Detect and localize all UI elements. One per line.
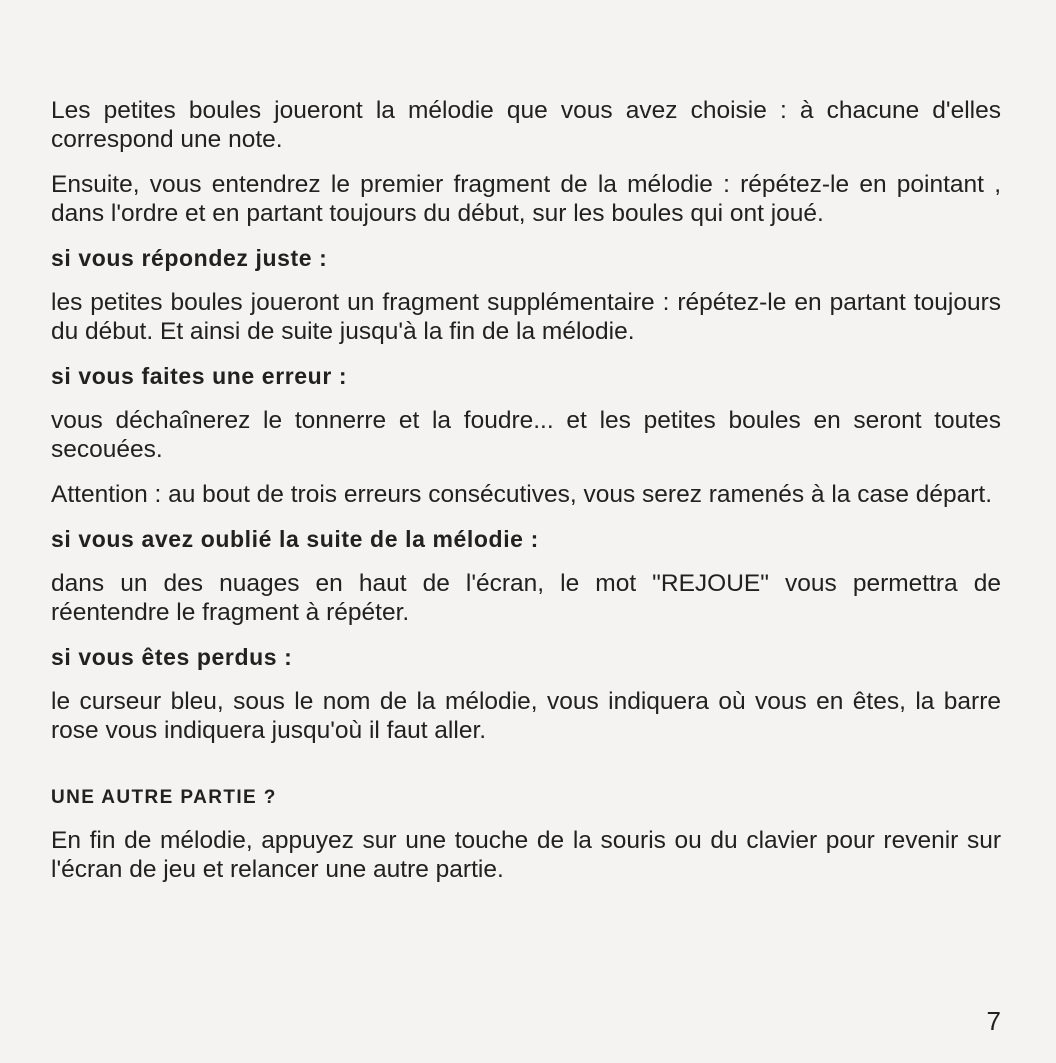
attention-paragraph: Attention : au bout de trois erreurs consécutives, vous serez ramenés à la case départ. xyxy=(51,481,993,508)
instructions-paragraph: Ensuite, vous entendrez le premier fragment de la mélodie : répétez-le en pointant , dans l'ordre et en partant toujours du début, sur les boules qui ont joué. xyxy=(51,171,1001,227)
heading-correct-answer: si vous répondez juste : xyxy=(51,245,328,271)
heading-lost: si vous êtes perdus : xyxy=(51,644,293,670)
heading-forgot-melody: si vous avez oublié la suite de la mélodie : xyxy=(51,526,539,552)
heading-mistake: si vous faites une erreur : xyxy=(51,363,348,389)
page-number: 7 xyxy=(986,1006,1001,1036)
forgot-melody-paragraph: dans un des nuages en haut de l'écran, le mot "REJOUE" vous permettra de réentendre le fragment à répéter. xyxy=(51,570,1001,626)
intro-paragraph: Les petites boules joueront la mélodie que vous avez choisie : à chacune d'elles correspond une note. xyxy=(51,97,1001,153)
page-body xyxy=(51,96,1001,884)
section-title-another-game: UNE AUTRE PARTIE ? xyxy=(51,787,277,808)
lost-paragraph: le curseur bleu, sous le nom de la mélodie, vous indiquera où vous en êtes, la barre rose vous indiquera jusqu'où il faut aller. xyxy=(51,688,1001,744)
mistake-paragraph: vous déchaînerez le tonnerre et la foudre... et les petites boules en seront toutes secouées. xyxy=(51,407,1001,463)
correct-answer-paragraph: les petites boules joueront un fragment supplémentaire : répétez-le en partant toujours du début. Et ainsi de suite jusqu'à la fin de la mélodie. xyxy=(51,289,1001,345)
another-game-paragraph: En fin de mélodie, appuyez sur une touche de la souris ou du clavier pour revenir sur l'écran de jeu et relancer une autre partie. xyxy=(51,827,1001,883)
